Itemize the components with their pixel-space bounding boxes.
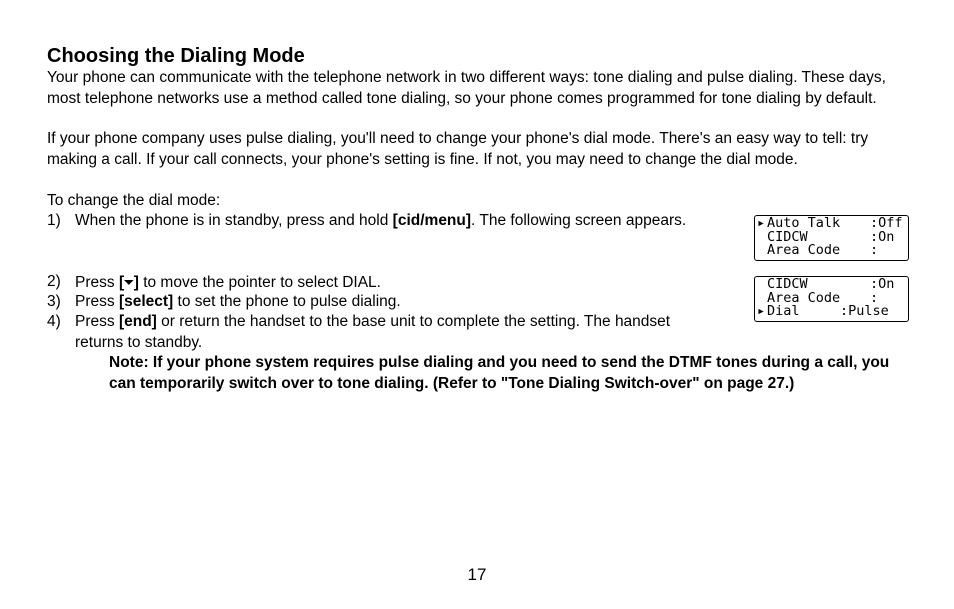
- step-number: 3): [47, 293, 61, 310]
- step-text: Press [end] or return the handset to the base unit to complete the setting. The handset: [75, 313, 671, 330]
- step-text-continued: returns to standby.: [75, 333, 203, 351]
- pointer-icon: ▸: [757, 303, 766, 320]
- step-text: When the phone is in standby, press and hold [cid/menu]. The following screen appears.: [75, 212, 687, 229]
- lcd-label: Area Code: [767, 242, 841, 259]
- lcd-label: Dial: [767, 303, 800, 320]
- step-text: Press [⏷] to move the pointer to select DIAL.: [75, 274, 381, 291]
- down-arrow-icon: ⏷: [124, 275, 134, 289]
- procedure-intro: To change the dial mode:: [47, 192, 221, 209]
- key-cid-menu: [cid/menu]: [392, 212, 472, 229]
- note-text: Note: If your phone system requires pulse dialing and you need to send the DTMF tones during a call, you can temporarily switch over to tone dialing. (Refer to "Tone Dialing Switch-over" on page 27.): [109, 354, 890, 392]
- lcd-screen-1: [754, 215, 909, 261]
- pointer-icon: [755, 244, 767, 258]
- intro-paragraph-1: Your phone can communicate with the telephone network in two different ways: tone dialing and pulse dialing. These days, most telephone networks use a method called tone dialing, so your phone comes programmed for tone dialing by default.: [47, 69, 886, 107]
- step-text: Press [select] to set the phone to pulse dialing.: [75, 293, 401, 310]
- step-number: 2): [47, 273, 61, 290]
- step-number: 1): [47, 212, 61, 229]
- lcd-screen-2: [754, 276, 909, 322]
- lcd-value: :On: [870, 228, 895, 245]
- key-down-arrow: [⏷]: [118, 274, 139, 291]
- intro-paragraph-2: If your phone company uses pulse dialing, you'll need to change your phone's dial mode. There's an easy way to tell: try making a call. If your call connects, your phone's setting is fine. If not, you may need to change the dial mode.: [47, 130, 869, 168]
- lcd-label: Area Code: [767, 289, 841, 306]
- pointer-icon: [755, 278, 767, 292]
- lcd-line: [755, 244, 908, 258]
- step-number: 4): [47, 313, 61, 330]
- lcd-label: CIDCW: [767, 228, 808, 245]
- key-select: [select]: [118, 293, 174, 310]
- lcd-value: :: [870, 289, 879, 306]
- lcd-value: :Pulse: [840, 303, 889, 320]
- pointer-icon: [755, 231, 767, 245]
- lcd-line: [755, 305, 908, 319]
- pointer-icon: ▸: [757, 215, 766, 231]
- lcd-value: :Off: [870, 215, 903, 231]
- lcd-value: :On: [870, 276, 895, 292]
- key-end: [end]: [118, 313, 157, 330]
- lcd-value: :: [870, 242, 879, 259]
- page-heading: Choosing the Dialing Mode: [47, 45, 305, 67]
- page-number: 17: [467, 565, 487, 584]
- lcd-label: CIDCW: [767, 276, 808, 292]
- lcd-label: Auto Talk: [767, 215, 841, 231]
